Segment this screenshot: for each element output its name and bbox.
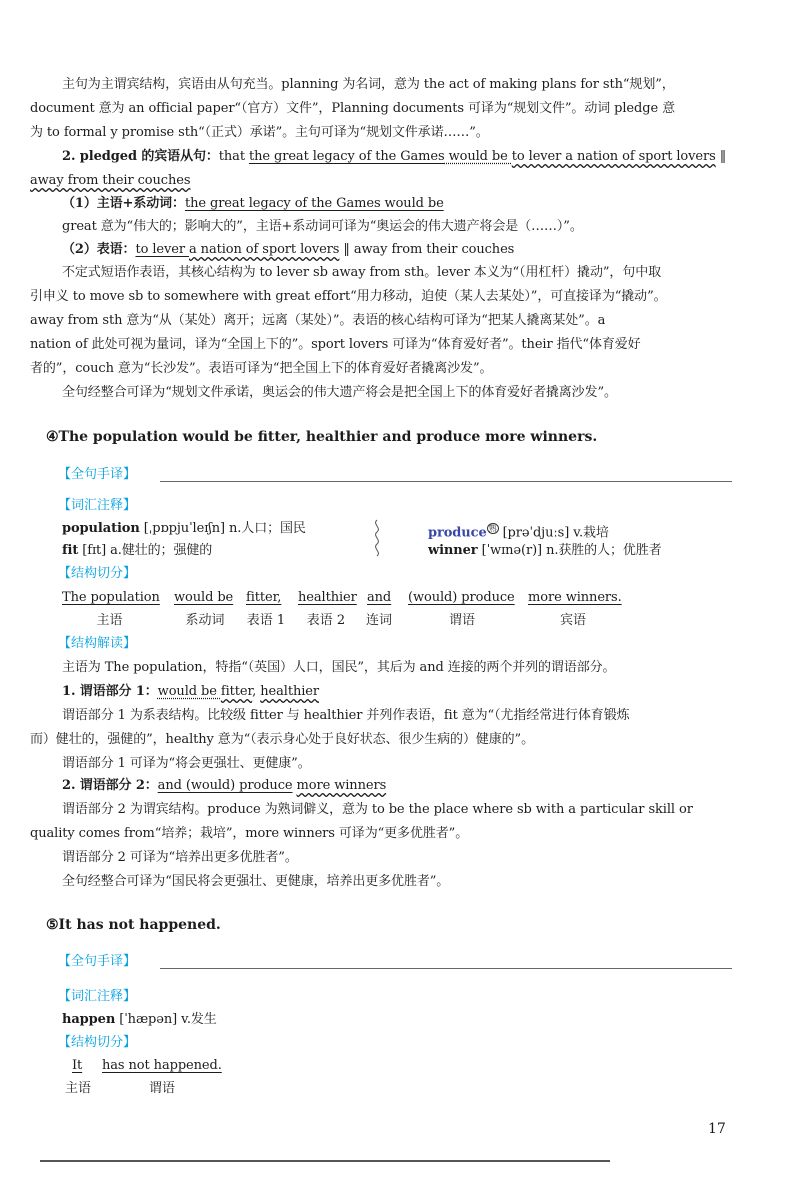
vocab-pron: [ˈwɪnə(r)] (477, 543, 547, 558)
clause-split-mark: ‖ (715, 149, 727, 164)
desc-line: 不定式短语作表语，其核心结构为 to lever sb away from sth。lever 本义为“（用杠杆）撬动”，句中取 (62, 265, 661, 280)
part2-text-a: to lever (135, 242, 189, 257)
vocab-word: happen (62, 1012, 116, 1027)
seg-label: 系动词 (185, 613, 225, 628)
page-number: 17 (708, 1121, 726, 1137)
clause-that: that (218, 149, 249, 164)
vocab-pron: [fɪt] (78, 543, 111, 558)
pred1-desc: 而）健壮的，强健的”，healthy 意为“（表示身心处于良好状态、很少生病的）健康的”。 (30, 732, 534, 747)
seg-label: 连词 (365, 613, 392, 628)
vocab-def: n.获胜的人；优胜者 (546, 543, 662, 558)
part2-text-b: a nation of sport lovers (188, 242, 340, 257)
clause-predicative-cont: away from their couches (30, 173, 191, 188)
seg-label: 表语 2 (306, 613, 346, 628)
section5-heading: ⑤It has not happened. (46, 917, 221, 933)
desc-line: 者的”，couch 意为“长沙发”。表语可译为“把全国上下的体育爱好者撬离沙发”。 (30, 361, 493, 376)
pred2-label: 2. 谓语部分 2： (62, 778, 158, 793)
pred1-line (62, 683, 319, 701)
pred1-text-c: , (252, 684, 261, 699)
clause-subject: the great legacy of the Games (248, 149, 445, 164)
part1-line (62, 195, 444, 213)
vocab-def: v.发生 (181, 1012, 217, 1027)
pred2-text-a: and (157, 778, 186, 793)
pred1-text-a: would be (157, 684, 221, 699)
desc-line: nation of 此处可视为量词，译为“全国上下的”。sport lovers 可译为“体育爱好者”。their 指代“体育爱好 (30, 337, 641, 352)
vocab-def: n.人口；国民 (228, 521, 306, 536)
vocab-word: winner (428, 543, 478, 558)
s4-structure-tag: 【结构切分】 (58, 566, 137, 581)
pred1-desc: 谓语部分 1 为系表结构。比较级 fitter 与 healthier 并列作表语，fit 意为“（尤指经常进行体育锻炼 (62, 708, 630, 723)
part1-label: （1）主语+系动词： (62, 196, 185, 211)
pred2-text-d: more winners (296, 778, 387, 793)
seg-label: 谓语 (448, 613, 475, 628)
seg-label: 表语 1 (246, 613, 286, 628)
s5-translation-tag: 【全句手译】 (58, 954, 137, 969)
s5-translation-line[interactable] (160, 968, 732, 969)
familiar-word-badge: 熟 (488, 524, 497, 533)
pred1-text-d: healthier (260, 684, 319, 699)
vocab-def: v.栽培 (573, 525, 609, 541)
vocab-entry (428, 520, 609, 542)
clause-title: 2. pledged 的宾语从句： (62, 149, 219, 164)
vocab-def: a.健壮的；强健的 (110, 543, 213, 558)
vocab-entry (62, 520, 306, 538)
vocab-pron: [ˌpɒpjuˈleɪʃn] (139, 521, 229, 536)
seg-label: 主语 (96, 613, 123, 628)
footer-rule (40, 1160, 610, 1162)
explain-line: 主语为 The population，特指“（英国）人口，国民”，其后为 and 连接的两个并列的谓语部分。 (62, 660, 616, 675)
s4-translation-line[interactable] (160, 481, 732, 482)
seg-conjunction: and (367, 590, 392, 605)
intro-line: 主句为主谓宾结构，宾语由从句充当。planning 为名词，意为 the act of making plans for sth“规划”， (62, 77, 675, 92)
vocab-pron: [prəˈdjuːs] (498, 525, 574, 541)
part2-line (62, 241, 514, 259)
clause-sentence-cont (30, 172, 190, 190)
seg-label: 谓语 (148, 1081, 175, 1096)
s4-translation-tag: 【全句手译】 (58, 467, 137, 482)
s4-summary: 全句经整合可译为“国民将会更强壮、更健康，培养出更多优胜者”。 (62, 874, 450, 889)
seg-label: 主语 (64, 1081, 91, 1096)
vocab-entry (62, 542, 212, 560)
vocab-word: fit (62, 543, 79, 558)
vocab-entry (62, 1011, 217, 1029)
desc-line: 引申义 to move sb to somewhere with great effort“用力移动，迫使（某人去某处）”，可直接译为“撬动”。 (30, 289, 667, 304)
seg-predicative-1: fitter, (246, 590, 282, 605)
pred2-desc: quality comes from“培养；栽培”，more winners 可译为“更多优胜者”。 (30, 826, 469, 841)
seg-linking-verb: would be (174, 590, 234, 605)
s4-vocab-tag: 【词汇注释】 (58, 498, 137, 513)
seg-label: 宾语 (559, 613, 586, 628)
s5-structure-tag: 【结构切分】 (58, 1035, 137, 1050)
part1-desc: great 意为“伟大的；影响大的”，主语+系动词可译为“奥运会的伟大遗产将会是（……）”。 (62, 219, 583, 234)
clause-predicative: to lever a nation of sport lovers (511, 149, 716, 164)
seg-predicate: has not happened. (102, 1058, 222, 1073)
column-divider-icon (370, 518, 384, 560)
pred1-desc: 谓语部分 1 可译为“将会更强壮、更健康”。 (62, 756, 311, 771)
intro-line: 为 to formal y promise sth“（正式）承诺”。主句可译为“规划文件承诺……”。 (30, 125, 489, 140)
seg-predicate: (would) produce (408, 590, 515, 605)
pred2-desc: 谓语部分 2 为谓宾结构。produce 为熟词僻义，意为 to be the place where sb with a particular skill or (62, 802, 693, 817)
vocab-word: produce (428, 525, 487, 541)
part1-text: the great legacy of the Games would be (184, 196, 444, 211)
s5-vocab-tag: 【词汇注释】 (58, 989, 137, 1004)
intro-line: document 意为 an official paper“（官方）文件”，Planning documents 可译为“规划文件”。动词 pledge 意 (30, 101, 675, 116)
clause-linking-verb: would be (444, 149, 512, 164)
part2-label: （2）表语： (62, 242, 136, 257)
seg-object: more winners. (528, 590, 622, 605)
pred1-text-b: fitter (220, 684, 253, 699)
section4-heading: ④The population would be fitter, healthier and produce more winners. (46, 429, 598, 445)
s4-explain-tag: 【结构解读】 (58, 636, 137, 651)
pred2-line (62, 777, 386, 795)
clause-summary: 全句经整合可译为“规划文件承诺，奥运会的伟大遗产将会是把全国上下的体育爱好者撬离沙发”。 (62, 385, 617, 400)
vocab-entry (428, 542, 662, 560)
seg-subject: The population (62, 590, 160, 605)
desc-line: away from sth 意为“从（某处）离开；远离（某处）”。表语的核心结构可译为“把某人撬离某处”。a (30, 313, 606, 328)
seg-subject: It (72, 1058, 83, 1073)
pred2-desc: 谓语部分 2 可译为“培养出更多优胜者”。 (62, 850, 298, 865)
vocab-pron: [ˈhæpən] (115, 1012, 182, 1027)
vocab-word: population (62, 521, 140, 536)
pred1-label: 1. 谓语部分 1： (62, 684, 158, 699)
seg-predicative-2: healthier (298, 590, 357, 605)
clause-sentence (62, 148, 726, 166)
part2-text-c: ‖ away from their couches (339, 242, 515, 257)
pred2-text-b: (would) produce (185, 778, 293, 793)
